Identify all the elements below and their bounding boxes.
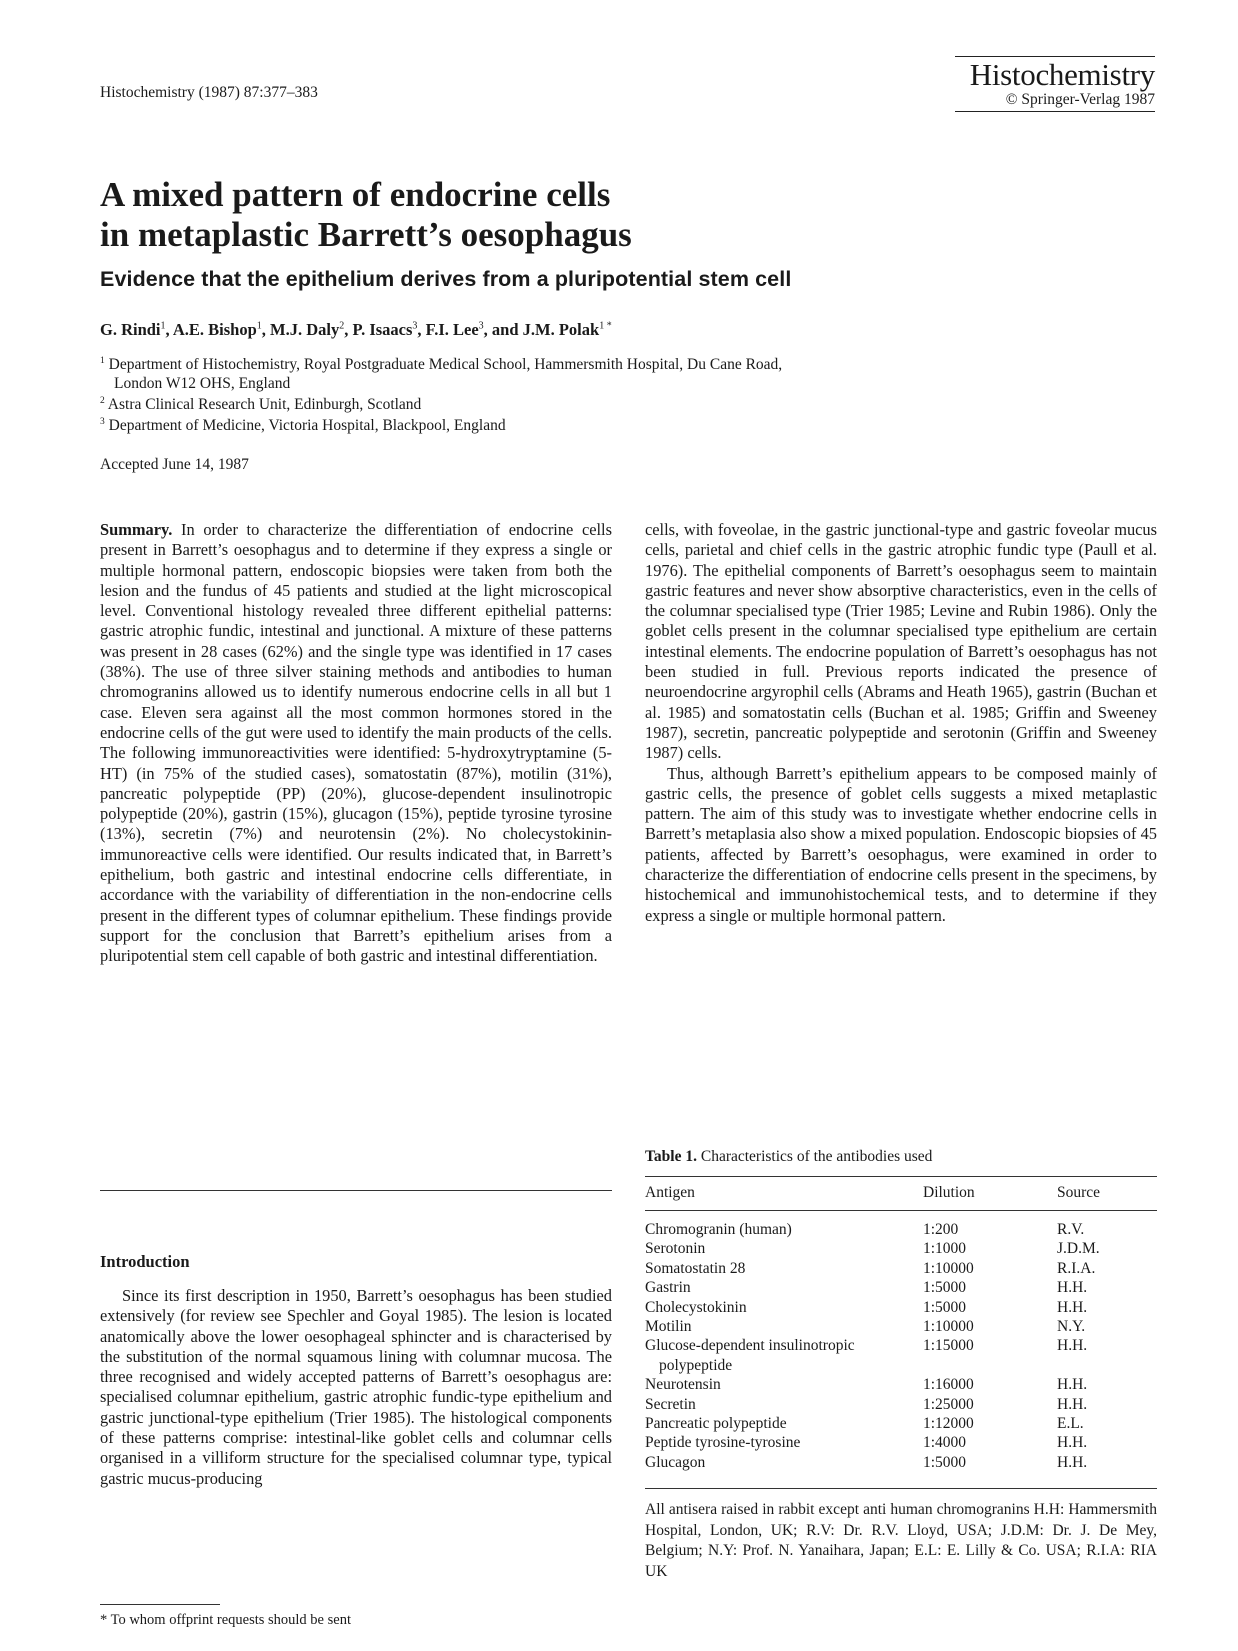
accepted-date: Accepted June 14, 1987	[100, 456, 249, 473]
table-row: Motilin 1:10000 N.Y.	[645, 1318, 1086, 1336]
affiliation-3: $^3$ Department of Medicine, Victoria Hospital, Blackpool, England	[100, 417, 506, 435]
article-title	[100, 175, 1100, 255]
table-row: Secretin 1:25000 H.H.	[645, 1395, 1088, 1413]
table-row: Neurotensin 1:16000 H.H.	[645, 1376, 1088, 1394]
table-row: Cholecystokinin 1:5000 H.H.	[645, 1298, 1088, 1316]
correspondence-footnote: * To whom offprint requests should be sent	[100, 1612, 351, 1628]
table-row: Glucagon 1:5000 H.H.	[645, 1453, 1088, 1471]
table-row: Glucose-dependent insulinotropic polypeptide 1:15000 H.H.	[645, 1337, 1088, 1374]
table-row: Serotonin 1:1000 J.D.M.	[645, 1240, 1100, 1258]
author: P. Isaacs$^3$,	[352, 320, 426, 339]
summary-block	[100, 520, 612, 967]
introduction-heading: Introduction	[100, 1252, 190, 1271]
affiliation-2: $^2$ Astra Clinical Research Unit, Edinburgh, Scotland	[100, 396, 422, 414]
introduction-paragraph-1: Since its first description in 1950, Barrett’s oesophagus has been studied extensively (for review see Spechler and Goyal 1985). The lesion is located anatomically above the lower oesophageal sphincter and is characterised by the substitution of the normal squamous lining with columnar mucosa. The three recognised and widely accepted patterns of Barrett’s oesophagus are: specialised columnar epithelium, gastric atrophic fundic-type epithelium and gastric junctional-type epithelium (Trier 1985). The histological components of these patterns comprise: intestinal-like goblet cells and columnar cells organised in a villiform structure for the specialised columnar type, typical gastric mucus-producing	[100, 1286, 612, 1488]
introduction-paragraph-2: Thus, although Barrett’s epithelium appears to be composed mainly of gastric cells, the presence of goblet cells suggests a mixed metaplastic pattern. The aim of this study was to investigate whether endocrine cells in Barrett’s metaplasia also show a mixed population. Endoscopic biopsies of 45 patients, affected by Barrett’s oesophagus, were examined in order to characterize the differentiation of endocrine cells present in the specimens, by histochemical and immunohistochemical tests, and to determine if they express a single or multiple hormonal pattern.	[645, 763, 1157, 925]
author: J.M. Polak$^{1 *}$	[522, 320, 612, 339]
author-list	[100, 320, 612, 340]
introduction-continued: cells, with foveolae, in the gastric junctional-type and gastric foveolar mucus cells, parietal and chief cells in the gastric atrophic fundic type (Paull et al. 1976). The epithelial components of Barrett’s oesophagus seem to maintain gastric features and never show absorptive characteristics, even in the cells of the columnar specialised type (Trier 1985; Levine and Rubin 1986). Only the goblet cells present in the columnar specialised type epithelium are certain intestinal elements. The endocrine population of Barrett’s oesophagus has not been studied in full. Previous reports indicated the presence of neuroendocrine argyrophil cells (Abrams and Heath 1965), gastrin (Buchan et al. 1985) and somatostatin cells (Buchan et al. 1985; Griffin and Sweeney 1987), secretin, pancreatic polypeptide and serotonin (Griffin and Sweeney 1987) cells. Thus, although Barrett’s epithelium appears to be composed mainly of gastric cells, the presence of goblet cells suggests a mixed metaplastic pattern. The aim of this study was to investigate whether endocrine cells in Barrett’s metaplasia also show a mixed population. Endoscopic biopsies of 45 patients, affected by Barrett’s oesophagus, were examined in order to characterize the differentiation of endocrine cells present in the specimens, by histochemical and immunohistochemical tests, and to determine if they express a single or multiple hormonal pattern.	[645, 520, 1157, 925]
section-divider	[100, 1190, 612, 1191]
table-row: Chromogranin (human) 1:200 R.V.	[645, 1221, 1085, 1238]
title-line-2: in metaplastic Barrett’s oesophagus	[100, 215, 632, 254]
author: A.E. Bishop$^1$,	[172, 320, 271, 339]
journal-masthead	[955, 56, 1155, 112]
journal-name: Histochemistry	[969, 57, 1155, 92]
table-rule-mid	[645, 1210, 1157, 1211]
title-line-1: A mixed pattern of endocrine cells	[100, 175, 611, 214]
affiliation-1: $^1$ Department of Histochemistry, Royal Postgraduate Medical School, Hammersmith Hospital, Du Cane Road, London W12 OHS, England	[100, 356, 783, 393]
masthead-rule-bottom	[955, 111, 1155, 112]
table-footnote: All antisera raised in rabbit except anti human chromogranins H.H: Hammersmith Hospital, London, UK; R.V: Dr. R.V. Lloyd, USA; J.D.M: Dr. J. De Mey, Belgium; N.Y: Prof. N. Yanaihara, Japan; E.L: E. Lilly & Co. USA; R.I.A: RIA UK	[645, 1501, 1157, 1580]
author: G. Rindi$^1$,	[100, 320, 173, 339]
table-row: Pancreatic polypeptide 1:12000 E.L.	[645, 1415, 1084, 1433]
footnote-rule	[100, 1604, 220, 1605]
table-caption: Table 1. Characteristics of the antibodies used	[645, 1148, 933, 1165]
summary-text: In order to characterize the differentiation of endocrine cells present in Barrett’s oesophagus and to determine if they express a single or multiple hormonal pattern, endoscopic biopsies were taken from both the lesion and the fundus of 45 patients and studied at the light microscopical level. Conventional histology revealed three different epithelial patterns: gastric atrophic fundic, intestinal and junctional. A mixture of these patterns was present in 28 cases (62%) and the single type was identified in 17 cases (38%). The use of three silver staining methods and antibodies to human chromogranins allowed us to identify numerous endocrine cells in all but 1 case. Eleven sera against all the most common hormones stored in the endocrine cells of the gut were used to identify the main products of the cells. The following immunoreactivities were identified: 5-hydroxytryptamine (5-HT) (in 75% of the studied cases), somatostatin (87%), motilin (31%), pancreatic polypeptide (PP) (20%), glucose-dependent insulinotropic polypeptide (20%), gastrin (15%), glucagon (15%), peptide tyrosine tyrosine (13%), secretin (7%) and neurotensin (2%). No cholecystokinin-immunoreactive cells were identified. Our results indicated that, in Barrett’s epithelium, both gastric and intestinal endocrine cells differentiate, in accordance with the variability of differentiation in the non-endocrine cells present in the different types of columnar epithelium. These findings provide support for the conclusion that Barrett’s epithelium arises from a pluripotential stem cell capable of both gastric and intestinal differentiation.	[100, 520, 612, 966]
running-head: Histochemistry (1987) 87:377–383	[100, 84, 318, 101]
antibody-table	[645, 1220, 1157, 1472]
table-row: Somatostatin 28 1:10000 R.I.A.	[645, 1259, 1096, 1277]
table-rule-bottom	[645, 1488, 1157, 1489]
summary-label: Summary.	[100, 520, 173, 539]
table-header-dilution: Dilution	[923, 1184, 975, 1201]
copyright-notice: © Springer-Verlag 1987	[1005, 91, 1155, 108]
table-header-source: Source	[1057, 1184, 1101, 1201]
author: M.J. Daly$^2$,	[270, 320, 353, 339]
table-rule-top	[645, 1176, 1157, 1177]
table-row: Gastrin 1:5000 H.H.	[645, 1279, 1088, 1297]
table-row: Peptide tyrosine-tyrosine 1:4000 H.H.	[645, 1434, 1088, 1452]
author: F.I. Lee$^3$, and	[425, 320, 523, 339]
article-subtitle: Evidence that the epithelium derives from a pluripotential stem cell	[100, 267, 792, 291]
table-header	[645, 1183, 1157, 1202]
table-header-antigen: Antigen	[645, 1184, 695, 1201]
